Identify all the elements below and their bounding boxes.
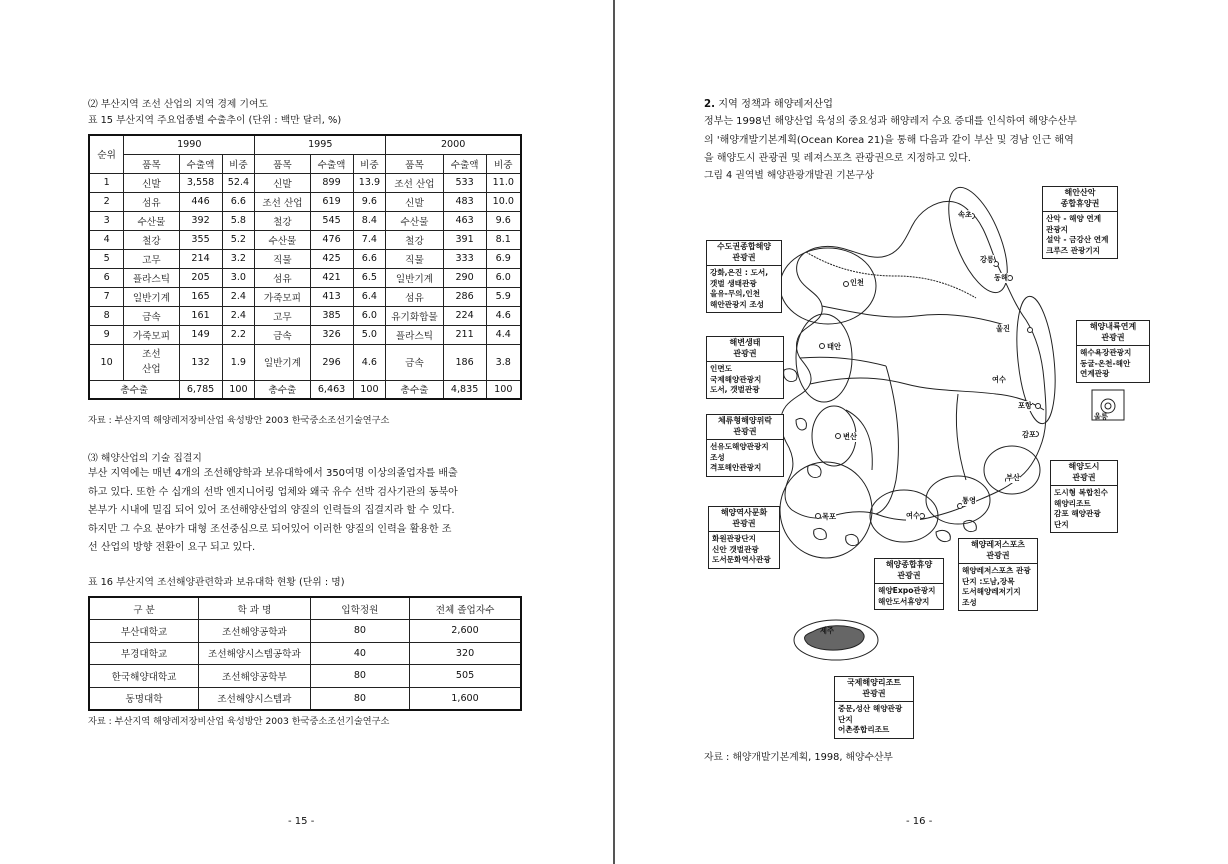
zone-description-line: 중문,성산 해양관광: [838, 704, 903, 713]
place-label: 변산: [843, 432, 857, 441]
table-cell: 286: [443, 287, 486, 306]
zone-title-line: 체류형해양위락: [717, 416, 773, 425]
table-cell: 총수출: [89, 380, 179, 399]
zone-description-line: 도서문화역사관광: [712, 555, 771, 564]
jeju-island-outline: [805, 626, 865, 650]
table-cell: 수산물: [255, 230, 310, 249]
table-cell: 214: [179, 249, 222, 268]
zone-description-line: 화원관광단지: [712, 534, 757, 543]
sub-header: 품목: [255, 154, 310, 173]
zone-description-line: 인면도: [710, 364, 733, 373]
zone-title: [835, 678, 913, 702]
table-cell: 5: [89, 249, 124, 268]
zone-title-line: 해양내륙연계: [1089, 322, 1137, 331]
table-cell: 6.9: [486, 249, 521, 268]
zone-title-line: 관광권: [1072, 472, 1096, 482]
place-label: 태안: [827, 342, 841, 351]
table-cell: 부산대학교: [89, 620, 199, 643]
table-cell: 224: [443, 306, 486, 325]
table-cell: 211: [443, 325, 486, 344]
zone-description-line: 산악 - 해양 연계: [1046, 214, 1102, 223]
table-cell: 섬유: [386, 287, 443, 306]
table-cell: 9.6: [486, 211, 521, 230]
right-heading: [704, 98, 833, 111]
place-label: 강릉: [980, 255, 994, 264]
place-label: 부산: [1006, 473, 1020, 482]
table-cell: 일반기계: [124, 287, 179, 306]
zone-title: [959, 540, 1037, 564]
table-cell: 조선 산업: [255, 192, 310, 211]
zone-title-line: 관광권: [862, 688, 886, 698]
table-cell: 80: [310, 620, 409, 643]
table-cell: 391: [443, 230, 486, 249]
zone-box-international: [834, 676, 914, 739]
table-cell: 205: [179, 268, 222, 287]
table-cell: 446: [179, 192, 222, 211]
table-row: [89, 687, 521, 710]
table-cell: 6.4: [353, 287, 386, 306]
zone-box-leisure: [958, 538, 1038, 611]
paragraph-line: 하고 있다. 또한 수 십개의 선박 엔지니어링 업체와 왜국 유수 선박 검사기관의 동북아: [88, 486, 458, 498]
table-cell: 7.4: [353, 230, 386, 249]
table-cell: 조선 산업: [386, 173, 443, 192]
table-cell: 2.4: [222, 306, 255, 325]
place-label: 동해: [994, 273, 1008, 282]
table-cell: 5.9: [486, 287, 521, 306]
table-row: [89, 268, 521, 287]
table-cell: 수산물: [386, 211, 443, 230]
table-cell: 6: [89, 268, 124, 287]
zone-description-line: 어촌종합리조트: [838, 725, 890, 734]
table-cell: 신발: [124, 173, 179, 192]
table-cell: 80: [310, 687, 409, 710]
zone-title: [707, 242, 781, 266]
table-cell: 수산물: [124, 211, 179, 230]
table-cell: 2: [89, 192, 124, 211]
zone-description-line: 설악 - 금강산 연계: [1046, 235, 1109, 244]
table-cell: 9.6: [353, 192, 386, 211]
table-cell: 일반기계: [255, 344, 310, 380]
table-cell: 1,600: [410, 687, 521, 710]
zone-history-ellipse: [780, 462, 872, 558]
table-row: [89, 249, 521, 268]
paragraph-line: 하지만 그 수요 분야가 대형 조선중심으로 되어있어 이러한 양질의 인력을 활용한 조: [88, 523, 452, 535]
table-cell: 5.0: [353, 325, 386, 344]
figure-caption: 그림 4 권역별 해양관광개발권 기본구상: [704, 170, 875, 181]
table-cell: 161: [179, 306, 222, 325]
table16-universities: [88, 596, 522, 711]
table-cell: 고무: [124, 249, 179, 268]
cell-line: 산업: [142, 364, 161, 375]
zone-title-line: 해양도시: [1068, 462, 1100, 471]
zone-title-line: 관광권: [986, 550, 1010, 560]
zone-description-line: 연계관광: [1080, 369, 1110, 378]
table-cell: 가죽모피: [255, 287, 310, 306]
table-cell: 6,785: [179, 380, 222, 399]
cell-line: 조선: [142, 349, 161, 360]
paragraph-line: 선 산업의 방향 전환이 요구 되고 있다.: [88, 542, 256, 553]
table-cell: 4.4: [486, 325, 521, 344]
table-cell: 6.5: [353, 268, 386, 287]
table15-caption: 표 15 부산지역 주요업종별 수출추이 (단위 : 백만 달러, %): [88, 115, 342, 126]
sub-header: 수출액: [310, 154, 353, 173]
tourism-zone-map: [696, 180, 1156, 740]
zone-title-line: 관광권: [1101, 332, 1125, 342]
zone-description-line: 조성: [710, 452, 725, 462]
zone-description-line: 해안도서휴양지: [878, 596, 930, 606]
place-label: 여수: [906, 511, 920, 520]
zone-title-line: 해양레저스포츠: [970, 540, 1026, 549]
zone-description-line: 조성: [962, 597, 977, 607]
table-cell: 플라스틱: [124, 268, 179, 287]
table-row: [89, 230, 521, 249]
table-cell: 13.9: [353, 173, 386, 192]
place-label: 울진: [996, 324, 1010, 333]
table-cell: 40: [310, 642, 409, 665]
table-cell: 320: [410, 642, 521, 665]
table-cell: 철강: [255, 211, 310, 230]
zone-description-line: 단지 :도남,장목: [962, 576, 1015, 586]
table-cell: 직물: [255, 249, 310, 268]
table-cell: 철강: [124, 230, 179, 249]
table-cell: 2.2: [222, 325, 255, 344]
zone-city-ellipse: [984, 446, 1040, 494]
table16-source: 자료 : 부산지역 해양레저장비산업 육성방안 2003 한국중소조선기술연구소: [88, 716, 390, 727]
zone-title: [707, 416, 783, 440]
table-cell: 금속: [386, 344, 443, 380]
paragraph-line: 정부는 1998년 해양산업 육성의 중요성과 해양레저 수요 증대를 인식하여 해양수산부: [704, 116, 1077, 127]
zone-title-line: 국제해양리조트: [846, 678, 902, 687]
table16-caption: 표 16 부산지역 조선해양관련학과 보유대학 현황 (단위 : 명): [88, 577, 345, 588]
subsection-heading: ⑶ 해양산업의 기술 집결지: [88, 453, 202, 464]
table-cell: 100: [222, 380, 255, 399]
table-cell: 10.0: [486, 192, 521, 211]
column-header: 전체 졸업자수: [410, 597, 521, 620]
table-row: [89, 173, 521, 192]
column-header: 구 분: [89, 597, 199, 620]
table-cell: 4,835: [443, 380, 486, 399]
place-label: 감포: [1022, 430, 1036, 439]
place-label: 통영: [962, 496, 976, 505]
table-cell: 505: [410, 665, 521, 688]
zone-title-line: 관광권: [733, 348, 757, 358]
table-cell: 5.8: [222, 211, 255, 230]
place-label: 여수: [992, 375, 1006, 384]
table-cell: 165: [179, 287, 222, 306]
figure-source: 자료 : 해양개발기본계획, 1998, 해양수산부: [704, 752, 893, 763]
year-header: 2000: [386, 135, 521, 154]
table-cell: 392: [179, 211, 222, 230]
table-cell: 신발: [386, 192, 443, 211]
place-label: 제주: [820, 626, 834, 635]
table-cell: 52.4: [222, 173, 255, 192]
page-number: - 15 -: [288, 816, 315, 827]
table-cell: 296: [310, 344, 353, 380]
table-cell: 3,558: [179, 173, 222, 192]
table-cell: 유기화합물: [386, 306, 443, 325]
table-row: [89, 211, 521, 230]
table-cell: 619: [310, 192, 353, 211]
zone-box-experience: [706, 414, 784, 477]
table-row: [89, 344, 521, 380]
right-paragraph: [704, 113, 1148, 169]
table-cell: 3.8: [486, 344, 521, 380]
table-cell: 신발: [255, 173, 310, 192]
total-row: [89, 380, 521, 399]
table-row: [89, 287, 521, 306]
table-cell: 철강: [386, 230, 443, 249]
table-cell: 186: [443, 344, 486, 380]
zone-box-inland: [1076, 320, 1150, 383]
table-cell: 3.0: [222, 268, 255, 287]
place-label: 인천: [850, 278, 864, 287]
place-label: 목포: [822, 512, 836, 521]
table-cell: 80: [310, 665, 409, 688]
zone-title: [1043, 188, 1117, 212]
zone-description-line: 해양리조트: [1054, 498, 1091, 508]
paragraph-line: 을 해양도시 관광권 및 레져스포츠 관광권으로 지정하고 있다.: [704, 153, 971, 164]
zone-title-line: 관광권: [732, 518, 756, 528]
table-cell: 직물: [386, 249, 443, 268]
table-row: [89, 192, 521, 211]
zone-description-line: 격포해안관광지: [710, 463, 762, 472]
table-cell: 플라스틱: [386, 325, 443, 344]
zone-title-line: 수도권종합해양: [716, 242, 772, 251]
sub-header-row: [89, 154, 521, 173]
column-header: 입학정원: [310, 597, 409, 620]
zone-description-line: 선유도해양관광지: [710, 442, 769, 451]
table-cell: 533: [443, 173, 486, 192]
zone-box-resort: [874, 558, 944, 610]
table-cell: 1.9: [222, 344, 255, 380]
zone-description-line: 단지: [1054, 519, 1069, 529]
zone-box-mountain: [1042, 186, 1118, 259]
column-header: 학 과 명: [199, 597, 311, 620]
zone-description-line: 해양레저스포츠 관광: [962, 566, 1031, 575]
table16-header-row: [89, 597, 521, 620]
zone-title: [1051, 462, 1117, 486]
table-cell: 149: [179, 325, 222, 344]
table-cell: 476: [310, 230, 353, 249]
sub-header: 수출액: [179, 154, 222, 173]
zone-title: [1077, 322, 1149, 346]
table-cell: 가죽모피: [124, 325, 179, 344]
table-cell: 7: [89, 287, 124, 306]
table-cell: 4.6: [353, 344, 386, 380]
sub-header: 비중: [222, 154, 255, 173]
zone-box-city: [1050, 460, 1118, 533]
table-cell: 6.0: [353, 306, 386, 325]
zone-description-line: 해양Expo관광지: [878, 586, 936, 595]
zone-box-history: [708, 506, 780, 569]
zone-title: [707, 338, 783, 362]
table15-body: [89, 173, 521, 399]
zone-title-line: 종합휴양권: [1060, 198, 1100, 208]
paragraph-line: 부산 지역에는 매년 4개의 조선해양학과 보유대학에서 350여명 이상의졸업자를 배출: [88, 468, 458, 479]
paragraph-line: 본부가 시내에 밀집 되어 있어 조선해양산업의 양질의 인력들의 집결지라 할 수 있다.: [88, 505, 455, 516]
table-cell: 483: [443, 192, 486, 211]
table-row: [89, 325, 521, 344]
table-cell: 290: [443, 268, 486, 287]
zone-description-line: 도서, 갯벌관광: [710, 385, 760, 394]
table-cell: 385: [310, 306, 353, 325]
heading-number: 2.: [704, 99, 715, 110]
zone-leisure-ellipse: [926, 476, 990, 524]
page-number: - 16 -: [906, 816, 933, 827]
table-cell: 413: [310, 287, 353, 306]
place-label: 울릉: [1094, 412, 1108, 421]
place-label: 포항: [1018, 401, 1032, 410]
table-cell: 11.0: [486, 173, 521, 192]
table-cell: 2.4: [222, 287, 255, 306]
table-cell: 섬유: [124, 192, 179, 211]
left-page: [0, 0, 613, 864]
table-cell: 10: [89, 344, 124, 380]
sub-header: 품목: [124, 154, 179, 173]
table-cell: 545: [310, 211, 353, 230]
zone-box-ecology: [706, 336, 784, 399]
table-cell: 섬유: [255, 268, 310, 287]
table-cell: 425: [310, 249, 353, 268]
table-cell: 100: [353, 380, 386, 399]
zone-description-line: 도시형 복합친수: [1054, 488, 1108, 497]
zone-title-line: 해안산악: [1064, 188, 1096, 197]
heading-text: 지역 정책과 해양레저산업: [714, 99, 833, 110]
paragraph-line: 의 '해양개발기본계획(Ocean Korea 21)을 통해 다음과 같이 부산 및 경남 인근 해역: [704, 134, 1074, 146]
zone-title: [709, 508, 779, 532]
zone-title-line: 관광권: [897, 570, 921, 580]
table-row: [89, 665, 521, 688]
table-cell: 6.6: [222, 192, 255, 211]
place-label: 속초: [958, 210, 972, 219]
table-cell: 8.4: [353, 211, 386, 230]
year-header: 1995: [255, 135, 386, 154]
table-cell: 8: [89, 306, 124, 325]
table15-source: 자료 : 부산지역 해양레저장비산업 육성방안 2003 한국중소조선기술연구소: [88, 415, 390, 426]
table16-body: [89, 620, 521, 710]
table-cell: 1: [89, 173, 124, 192]
zone-description-line: 도서해양레저기지: [962, 587, 1021, 596]
table-cell: 5.2: [222, 230, 255, 249]
zone-description-line: 감포 해양관광: [1054, 509, 1101, 518]
table-cell: 3: [89, 211, 124, 230]
table-cell: 총수출: [386, 380, 443, 399]
zone-description-line: 크루즈 관광기지: [1046, 245, 1100, 255]
table-cell: 9: [89, 325, 124, 344]
table-cell: 일반기계: [386, 268, 443, 287]
table-cell: 463: [443, 211, 486, 230]
table-cell: 동명대학: [89, 687, 199, 710]
table-cell: 4: [89, 230, 124, 249]
table-cell: 333: [443, 249, 486, 268]
zone-title: [875, 560, 943, 584]
table-cell: 8.1: [486, 230, 521, 249]
sub-header: 비중: [486, 154, 521, 173]
table-cell: 6.6: [353, 249, 386, 268]
zone-description-line: 해수욕장관광지: [1080, 348, 1132, 357]
table-cell: 2,600: [410, 620, 521, 643]
table-cell: 부경대학교: [89, 642, 199, 665]
sub-header: 비중: [353, 154, 386, 173]
table-cell: 421: [310, 268, 353, 287]
table-cell: 4.6: [486, 306, 521, 325]
zone-title-line: 해변생태: [729, 338, 761, 347]
table-cell: 조선해양공학부: [199, 665, 311, 688]
table-cell: [124, 344, 179, 380]
table-cell: 6.0: [486, 268, 521, 287]
table-cell: 한국해양대학교: [89, 665, 199, 688]
zone-description-line: 을유-무의,인천: [710, 289, 761, 298]
section-heading: ⑵ 부산지역 조선 산업의 지역 경제 기여도: [88, 99, 268, 110]
table-cell: 355: [179, 230, 222, 249]
zone-description-line: 국제해양관광지: [710, 374, 762, 384]
table-cell: 6,463: [310, 380, 353, 399]
zone-description-line: 강화,은진 : 도서,: [710, 268, 769, 277]
zone-description-line: 동굴-온천-해안: [1080, 358, 1131, 368]
zone-description-line: 관광지: [1046, 224, 1069, 234]
table-cell: 금속: [255, 325, 310, 344]
rank-header: 순위: [89, 135, 124, 173]
table-cell: 고무: [255, 306, 310, 325]
table-cell: 3.2: [222, 249, 255, 268]
body-paragraph: [88, 465, 522, 558]
table-cell: 금속: [124, 306, 179, 325]
table15-export-trend: [88, 134, 522, 400]
zone-title-line: 관광권: [732, 252, 756, 262]
table-cell: 132: [179, 344, 222, 380]
zone-description-line: 단지: [838, 714, 853, 724]
zone-title-line: 해양종합휴양: [885, 560, 933, 569]
table-cell: 총수출: [255, 380, 310, 399]
table-cell: 조선해양시스템과: [199, 687, 311, 710]
zone-title-line: 관광권: [733, 426, 757, 436]
table-cell: 조선해양시스템공학과: [199, 642, 311, 665]
sub-header: 품목: [386, 154, 443, 173]
zone-title-line: 해양역사문화: [720, 508, 768, 517]
table-cell: 899: [310, 173, 353, 192]
zone-description-line: 해안관광지 조성: [710, 299, 764, 309]
table-row: [89, 620, 521, 643]
zone-description-line: 갯벌 생태관광: [710, 278, 757, 288]
table-cell: 100: [486, 380, 521, 399]
sub-header: 수출액: [443, 154, 486, 173]
zone-description-line: 신안 갯벌관광: [712, 544, 759, 554]
table-cell: 조선해양공학과: [199, 620, 311, 643]
table-cell: 326: [310, 325, 353, 344]
table-row: [89, 306, 521, 325]
zone-box-capital: [706, 240, 782, 313]
table-row: [89, 642, 521, 665]
year-header: 1990: [124, 135, 255, 154]
